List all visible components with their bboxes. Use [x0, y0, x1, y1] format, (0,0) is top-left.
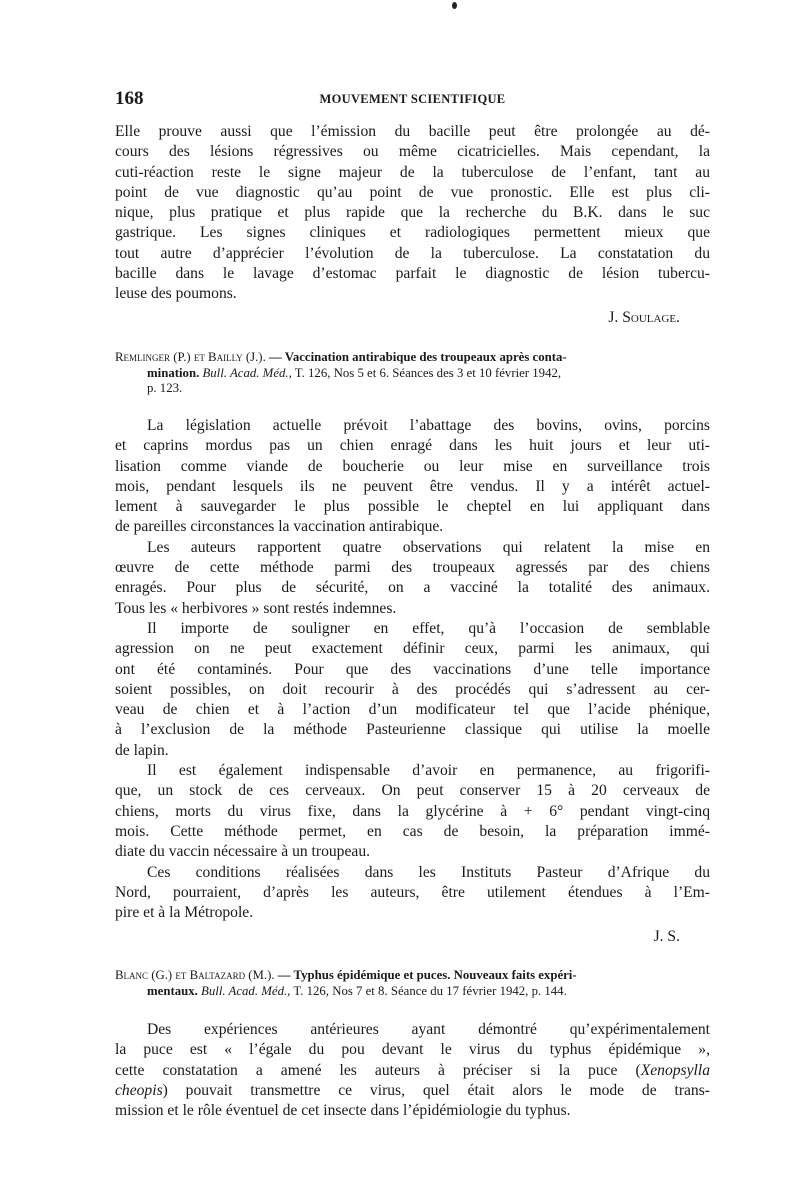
text-line: Elle prouve aussi que l’émission du bacille peut être prolongée au dé-: [115, 123, 710, 140]
page-header: [115, 88, 710, 110]
text-line: cheopis) pouvait transmettre ce virus, quel était alors le mode de trans-: [115, 1081, 710, 1099]
reference-title: — Vaccination antirabique des troupeaux après conta-: [268, 350, 567, 364]
reference-pages: p. 123.: [147, 381, 183, 395]
reference-remlinger: [115, 350, 710, 397]
reference-title-cont: mination.: [147, 365, 200, 380]
reference-authors: Blanc (G.) et Baltazard (M.).: [115, 968, 275, 982]
text-line: Ces conditions réalisées dans les Instituts Pasteur d’Afrique du: [147, 863, 710, 881]
reference-title-cont: mentaux.: [147, 983, 198, 998]
text-line: leuse des poumons.: [115, 285, 237, 303]
text-line: que, un stock de ces cerveaux. On peut conserver 15 à 20 cerveaux de: [115, 782, 710, 800]
reference-line: [115, 968, 710, 984]
text-line: cette constatation a amené les auteurs à préciser si la puce (Xenopsylla: [115, 1061, 710, 1079]
text-line: ont été contaminés. Pour que des vaccinations d’une telle importance: [115, 660, 710, 678]
journal-page: [115, 0, 710, 1201]
text-line: agression on ne peut exactement définir ceux, parmi les animaux, qui: [115, 640, 710, 658]
ink-dot: [452, 2, 457, 9]
text-line: cuti-réaction reste le signe majeur de la tuberculose de l’enfant, tant au: [115, 163, 710, 181]
text-line: diate du vaccin nécessaire à un troupeau.: [115, 843, 371, 861]
text-line: mois, pendant lesquels ils ne peuvent être vendus. Il y a intérêt actuel-: [115, 477, 710, 495]
text-line: à l’exclusion de la méthode Pasteurienne classique qui utilise la moelle: [115, 721, 710, 739]
text-line: tout autre d’apprécier l’évolution de la tuberculose. La constatation du: [115, 244, 710, 262]
reference-title: — Typhus épidémique et puces. Nouveaux faits expéri-: [277, 968, 577, 982]
text-line: bacille dans le lavage d’estomac parfait le diagnostic de lésion tubercu-: [115, 265, 710, 283]
reference-details: T. 126, Nos 5 et 6. Séances des 3 et 10 février 1942,: [294, 365, 562, 380]
running-title: MOUVEMENT SCIENTIFIQUE: [319, 92, 506, 106]
reference-line: [115, 366, 710, 382]
paragraph-typhus: [115, 1020, 710, 1121]
paragraph-tuberculosis: [115, 122, 710, 305]
text-line: veau de chien et à l’action d’un modificateur tel que l’acide phénique,: [115, 701, 710, 719]
text-line: pire et à la Métropole.: [115, 904, 254, 922]
reference-source: Bull. Acad. Méd.,: [202, 365, 292, 380]
text-line: œuvre de cette méthode parmi des troupeaux agressés par des chiens: [115, 559, 710, 577]
text-line: enragés. Pour plus de sécurité, on a vacciné la totalité des animaux.: [115, 579, 710, 597]
text-line: point de vue diagnostic qu’au point de vue pronostic. Elle est plus cli-: [115, 183, 710, 201]
text-line: nique, plus pratique et plus rapide que la recherche du B.K. dans le suc: [115, 204, 710, 222]
text-line: Il est également indispensable d’avoir en permanence, au frigorifi-: [147, 762, 710, 780]
reference-blanc: [115, 968, 710, 999]
text-line: Tous les « herbivores » sont restés indemnes.: [115, 599, 397, 617]
text-line: Les auteurs rapportent quatre observations qui relatent la mise en: [147, 538, 710, 556]
signature-soulage: J. Soulage.: [608, 309, 680, 326]
text-line: La législation actuelle prévoit l’abattage des bovins, ovins, porcins: [147, 417, 710, 434]
reference-line: [115, 984, 710, 1000]
text-line: et caprins mordus pas un chien enragé dans les huit jours et leur uti-: [115, 437, 710, 455]
text-line: mois. Cette méthode permet, en cas de besoin, la préparation immé-: [115, 822, 710, 840]
text-line: cours des lésions régressives ou même cicatricielles. Mais cependant, la: [115, 143, 710, 161]
paragraph-rabies: [115, 416, 710, 923]
text-line: Des expériences antérieures ayant démontré qu’expérimentalement: [147, 1021, 710, 1038]
text-line: lisation comme viande de boucherie ou leur mise en surveillance trois: [115, 457, 710, 475]
text-line: Nord, pourraient, d’après les auteurs, être utilement étendues à l’Em-: [115, 883, 710, 901]
text-line: soient possibles, on doit recourir à des procédés qui s’adressent au cer-: [115, 680, 710, 698]
text-line: mission et le rôle éventuel de cet insecte dans l’épidémiologie du typhus.: [115, 1102, 571, 1120]
text-line: de lapin.: [115, 741, 169, 759]
text-line: de pareilles circonstances la vaccination antirabique.: [115, 518, 444, 536]
text-line: lement à sauvegarder le plus possible le cheptel en lui appliquant dans: [115, 498, 710, 516]
reference-authors: Remlinger (P.) et Bailly (J.).: [115, 350, 266, 364]
text-line: Il importe de souligner en effet, qu’à l’occasion de semblable: [147, 619, 710, 637]
text-line: la puce est « l’égale du pou devant le virus du typhus épidémique »,: [115, 1041, 710, 1059]
reference-source: Bull. Acad. Méd.,: [201, 983, 291, 998]
reference-line: [115, 350, 710, 366]
signature-js: J. S.: [653, 928, 680, 945]
text-line: chiens, morts du virus fixe, dans la glycérine à + 6° pendant vingt-cinq: [115, 802, 710, 820]
text-line: gastrique. Les signes cliniques et radiologiques permettent mieux que: [115, 224, 710, 242]
page-number: 168: [115, 88, 144, 109]
reference-details: T. 126, Nos 7 et 8. Séance du 17 février 1942, p. 144.: [293, 983, 567, 998]
